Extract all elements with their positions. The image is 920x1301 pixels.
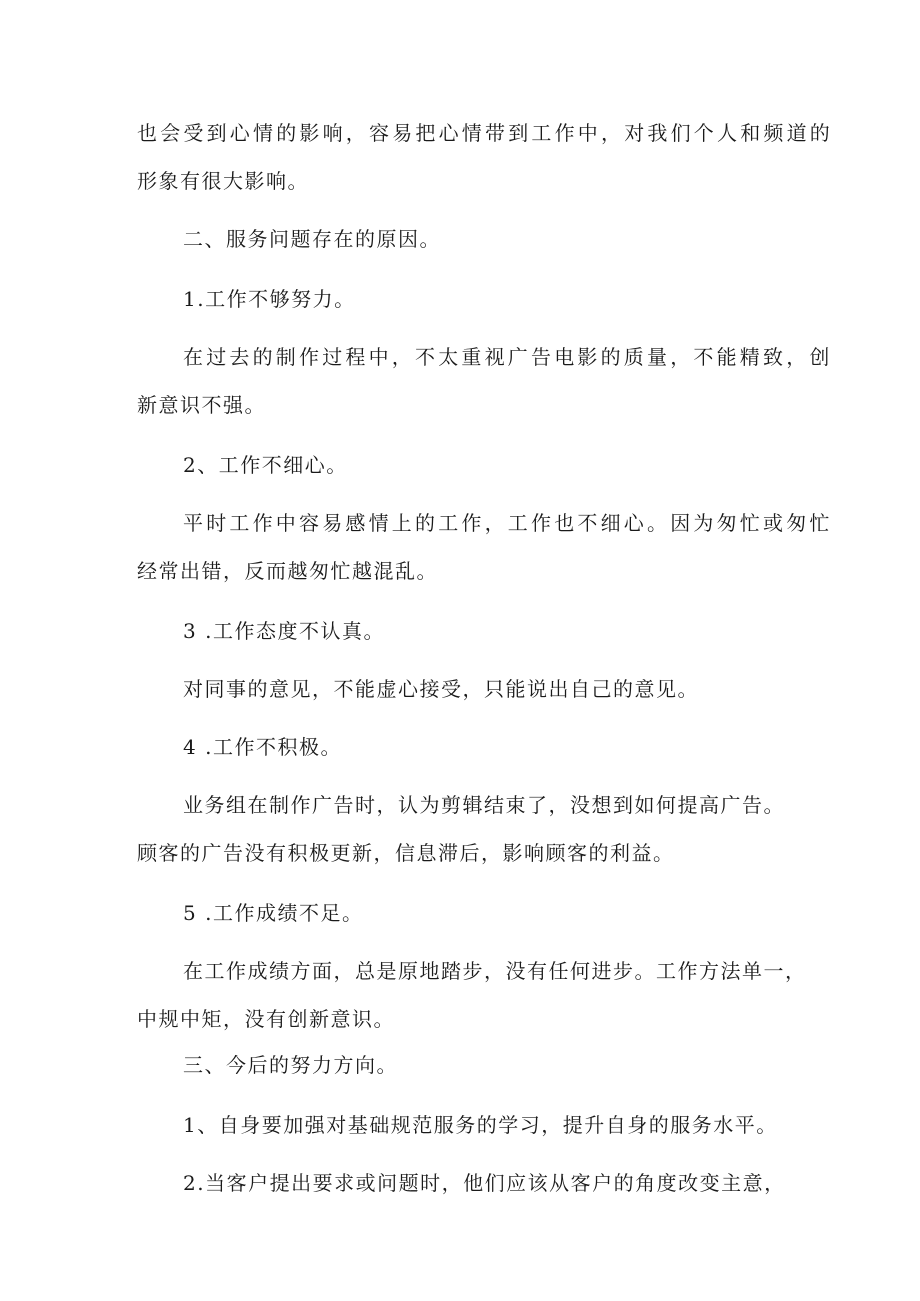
subheading: 5 .工作成绩不足。 (183, 901, 364, 925)
paragraph-line: 新意识不强。 (137, 393, 266, 417)
paragraph-line: 2.当客户提出要求或问题时，他们应该从客户的角度改变主意， (183, 1171, 786, 1195)
section-heading: 二、服务问题存在的原因。 (183, 227, 441, 251)
paragraph-line: 在工作成绩方面，总是原地踏步，没有任何进步。工作方法单一， (183, 959, 807, 983)
section-heading: 三、今后的努力方向。 (183, 1053, 398, 1077)
paragraph-line: 形象有很大影响。 (137, 169, 309, 193)
subheading: 4 .工作不积极。 (183, 735, 342, 759)
paragraph-line: 1、自身要加强对基础规范服务的学习，提升自身的服务水平。 (183, 1113, 778, 1137)
paragraph-line: 顾客的广告没有积极更新，信息滞后，影响顾客的利益。 (137, 841, 675, 865)
paragraph-line: 经常出错，反而越匆忙越混乱。 (137, 559, 438, 583)
paragraph-line: 平时工作中容易感情上的工作，工作也不细心。因为匆忙或匆忙 (183, 511, 833, 535)
subheading: 3 .工作态度不认真。 (183, 619, 385, 643)
paragraph-line: 业务组在制作广告时，认为剪辑结束了，没想到如何提高广告。 (183, 793, 785, 817)
subheading: 1.工作不够努力。 (183, 287, 356, 311)
paragraph-line: 中规中矩，没有创新意识。 (137, 1007, 395, 1031)
subheading: 2、工作不细心。 (183, 453, 348, 477)
paragraph-line: 也会受到心情的影响，容易把心情带到工作中，对我们个人和频道的 (137, 121, 833, 145)
paragraph-line: 对同事的意见，不能虚心接受，只能说出自己的意见。 (183, 677, 699, 701)
paragraph-line: 在过去的制作过程中，不太重视广告电影的质量，不能精致，创 (183, 345, 833, 369)
